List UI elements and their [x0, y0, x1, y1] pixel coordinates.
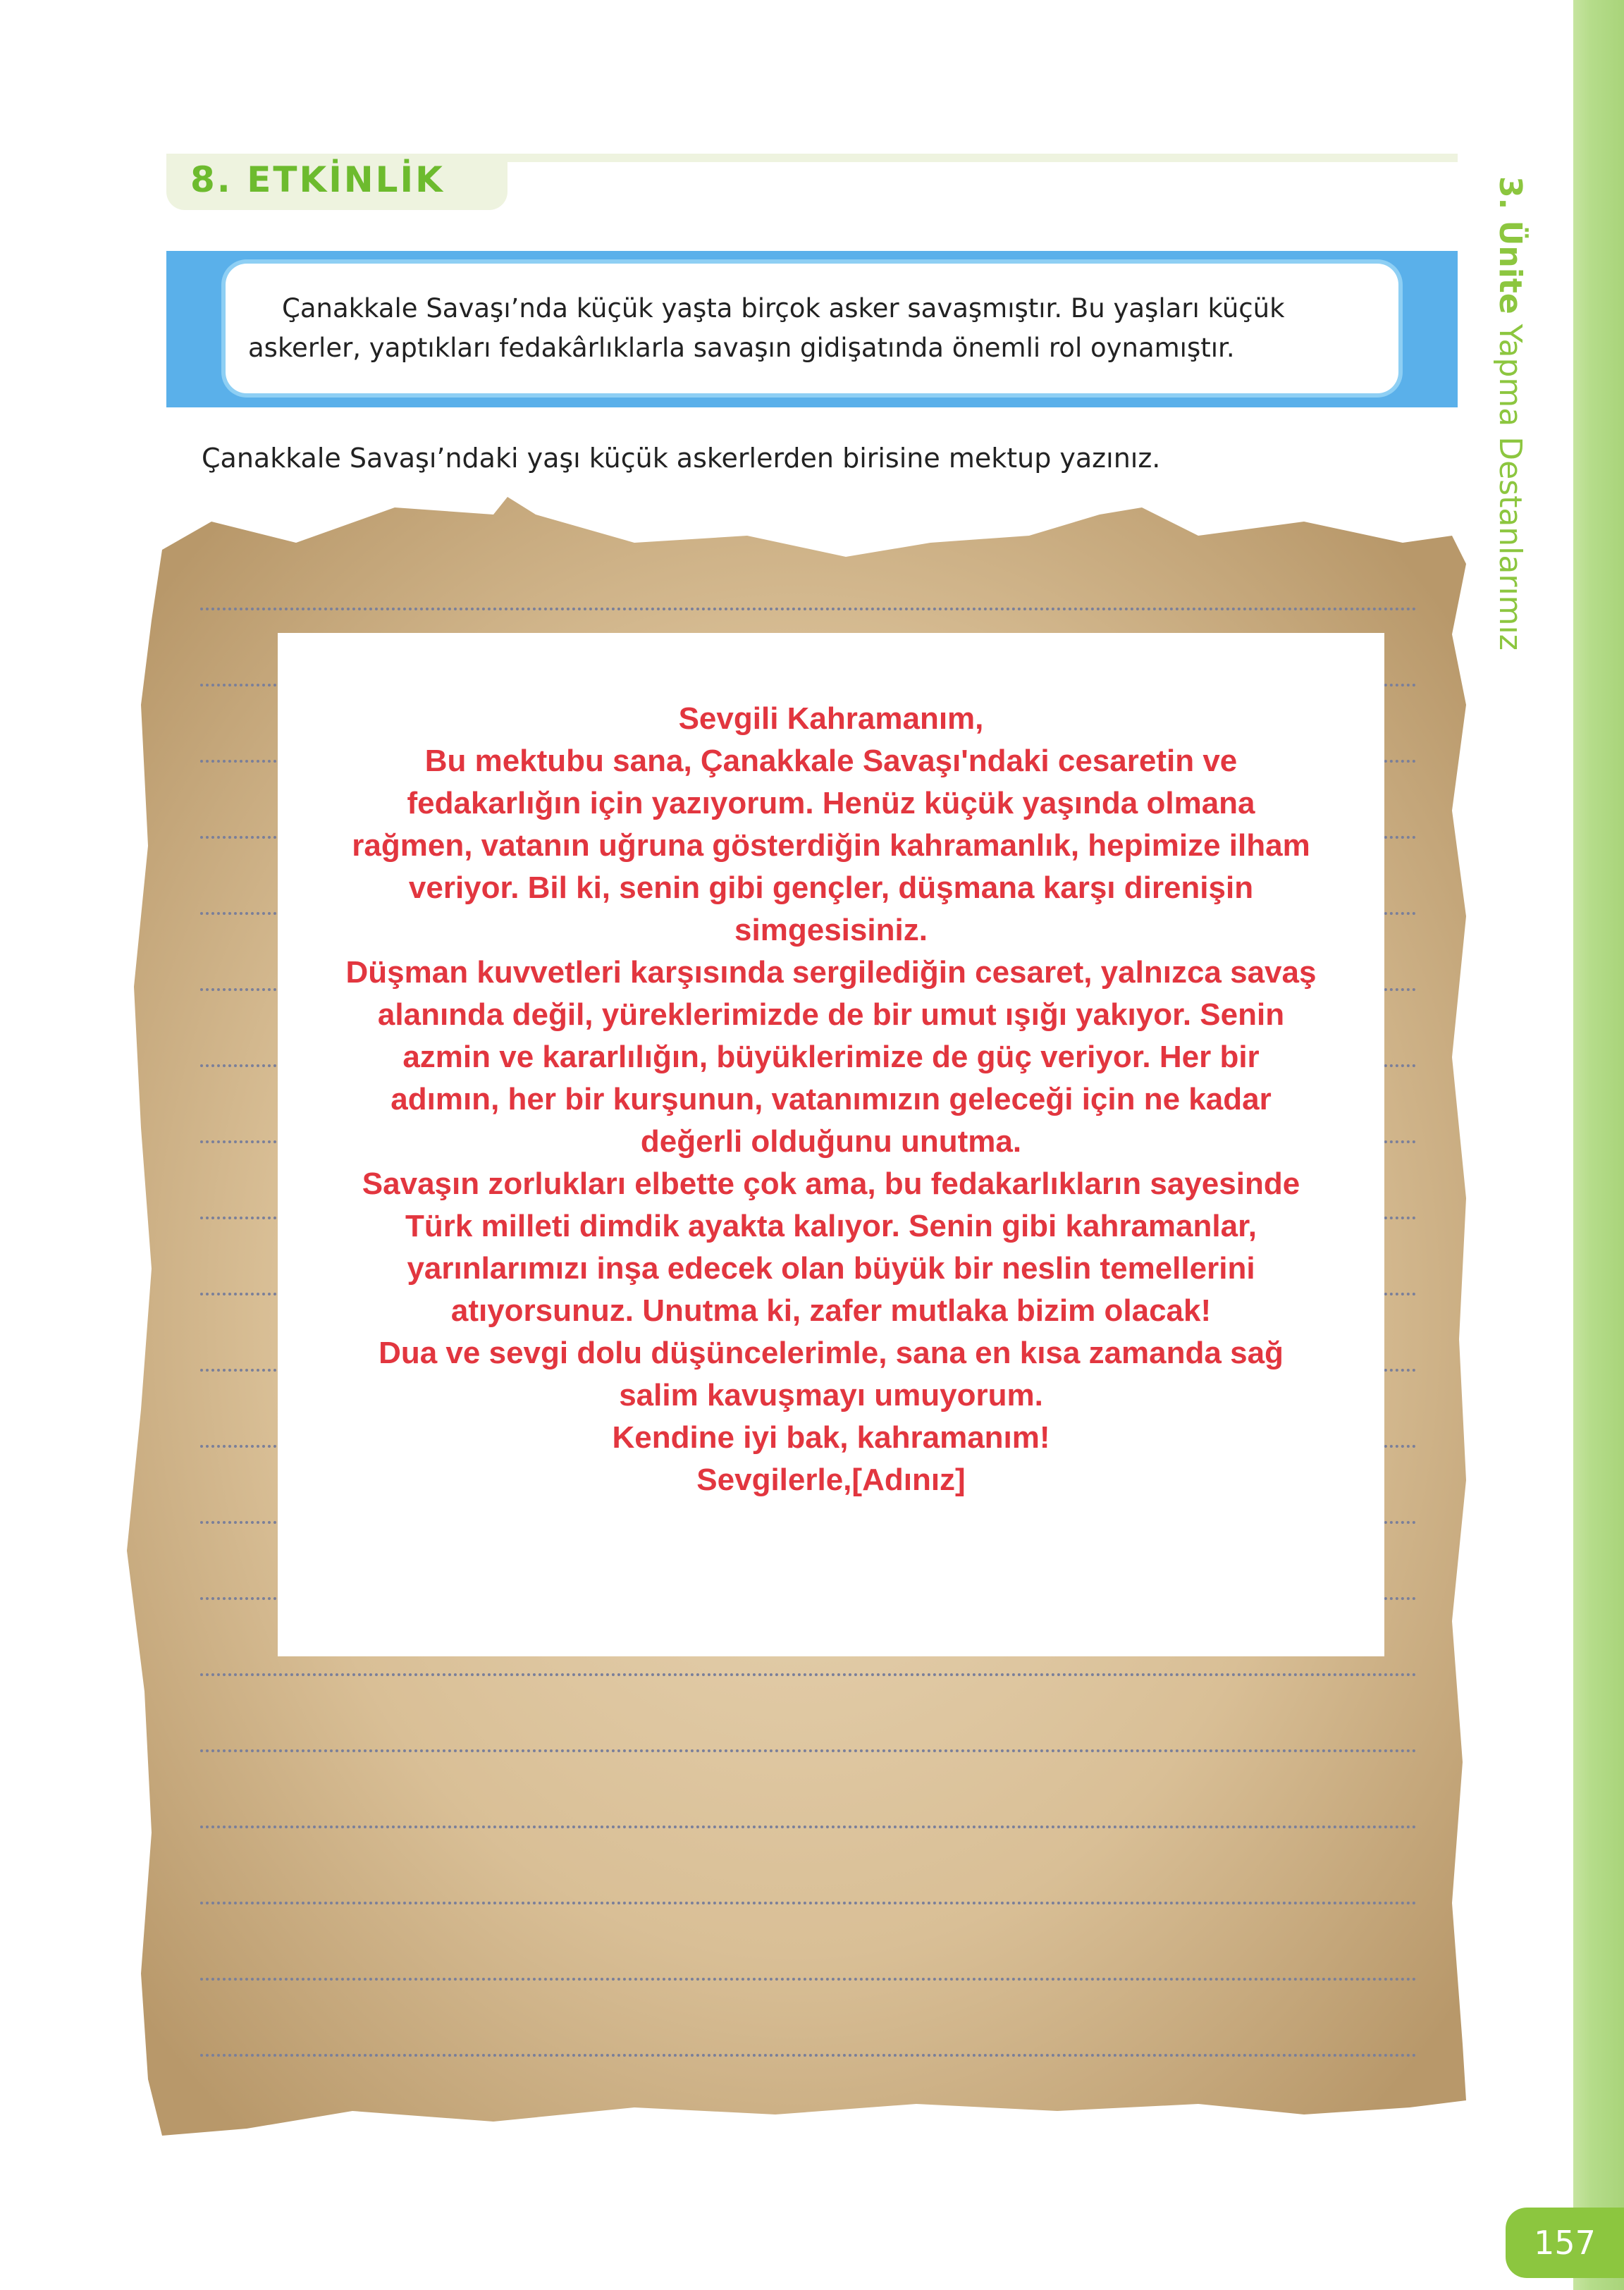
letter-text [278, 698, 1384, 1501]
letter-line: Dua ve sevgi dolu düşüncelerimle, sana en kısa zamanda sağ [379, 1336, 1284, 1370]
writing-line [200, 1749, 1417, 1752]
writing-line [200, 1826, 1417, 1828]
letter-line: rağmen, vatanın uğruna gösterdiğin kahramanlık, hepimize ilham [352, 828, 1310, 863]
letter-line: Düşman kuvvetleri karşısında sergilediğin cesaret, yalnızca savaş [345, 955, 1317, 990]
letter-line: fedakarlığın için yazıyorum. Henüz küçük yaşında olmana [407, 786, 1255, 820]
letter-line: Savaşın zorlukları elbette çok ama, bu fedakarlıkların sayesinde [362, 1166, 1300, 1201]
letter-line: simgesisiniz. [734, 913, 928, 947]
writing-line [200, 608, 1417, 610]
letter-line: adımın, her bir kurşunun, vatanımızın geleceği için ne kadar [390, 1082, 1272, 1116]
unit-label: 3. Ünite [1492, 176, 1528, 314]
page-number: 157 [1506, 2208, 1624, 2278]
writing-line [200, 2054, 1417, 2057]
letter-line: azmin ve kararlılığın, büyüklerimize de güç veriyor. Her bir [402, 1040, 1260, 1074]
unit-title: Yapma Destanlarımız [1492, 324, 1528, 651]
writing-line [200, 1673, 1417, 1676]
letter-line: Bu mektubu sana, Çanakkale Savaşı'ndaki cesaretin ve [424, 744, 1238, 778]
instruction-text: Çanakkale Savaşı’ndaki yaşı küçük askerlerden birisine mektup yazınız. [202, 443, 1161, 474]
letter-line: Sevgilerle,[Adınız] [696, 1463, 966, 1497]
writing-line [200, 1978, 1417, 1981]
letter-line: veriyor. Bil ki, senin gibi gençler, düşmana karşı direnişin [408, 870, 1254, 905]
letter-line: alanında değil, yüreklerimizde de bir umut ışığı yakıyor. Senin [377, 997, 1285, 1032]
letter-line: Kendine iyi bak, kahramanım! [612, 1420, 1050, 1455]
activity-title: 8. ETKİNLİK [190, 159, 445, 200]
letter-line: Sevgili Kahramanım, [678, 701, 984, 736]
letter-line: Türk milleti dimdik ayakta kalıyor. Senin gibi kahramanlar, [405, 1209, 1257, 1243]
letter-line: yarınlarımızı inşa edecek olan büyük bir neslin temellerini [407, 1251, 1255, 1286]
letter-line: değerli olduğunu unutma. [640, 1124, 1022, 1159]
info-box-text: Çanakkale Savaşı’nda küçük yaşta birçok asker savaşmıştır. Bu yaşları küçük askerler, yaptıkları fedakârlıklarla savaşın gidişatında önemli rol oynamıştır. [248, 293, 1285, 363]
letter-line: atıyorsunuz. Unutma ki, zafer mutlaka bizim olacak! [450, 1293, 1212, 1328]
letter-line: salim kavuşmayı umuyorum. [619, 1378, 1043, 1412]
writing-line [200, 1902, 1417, 1904]
